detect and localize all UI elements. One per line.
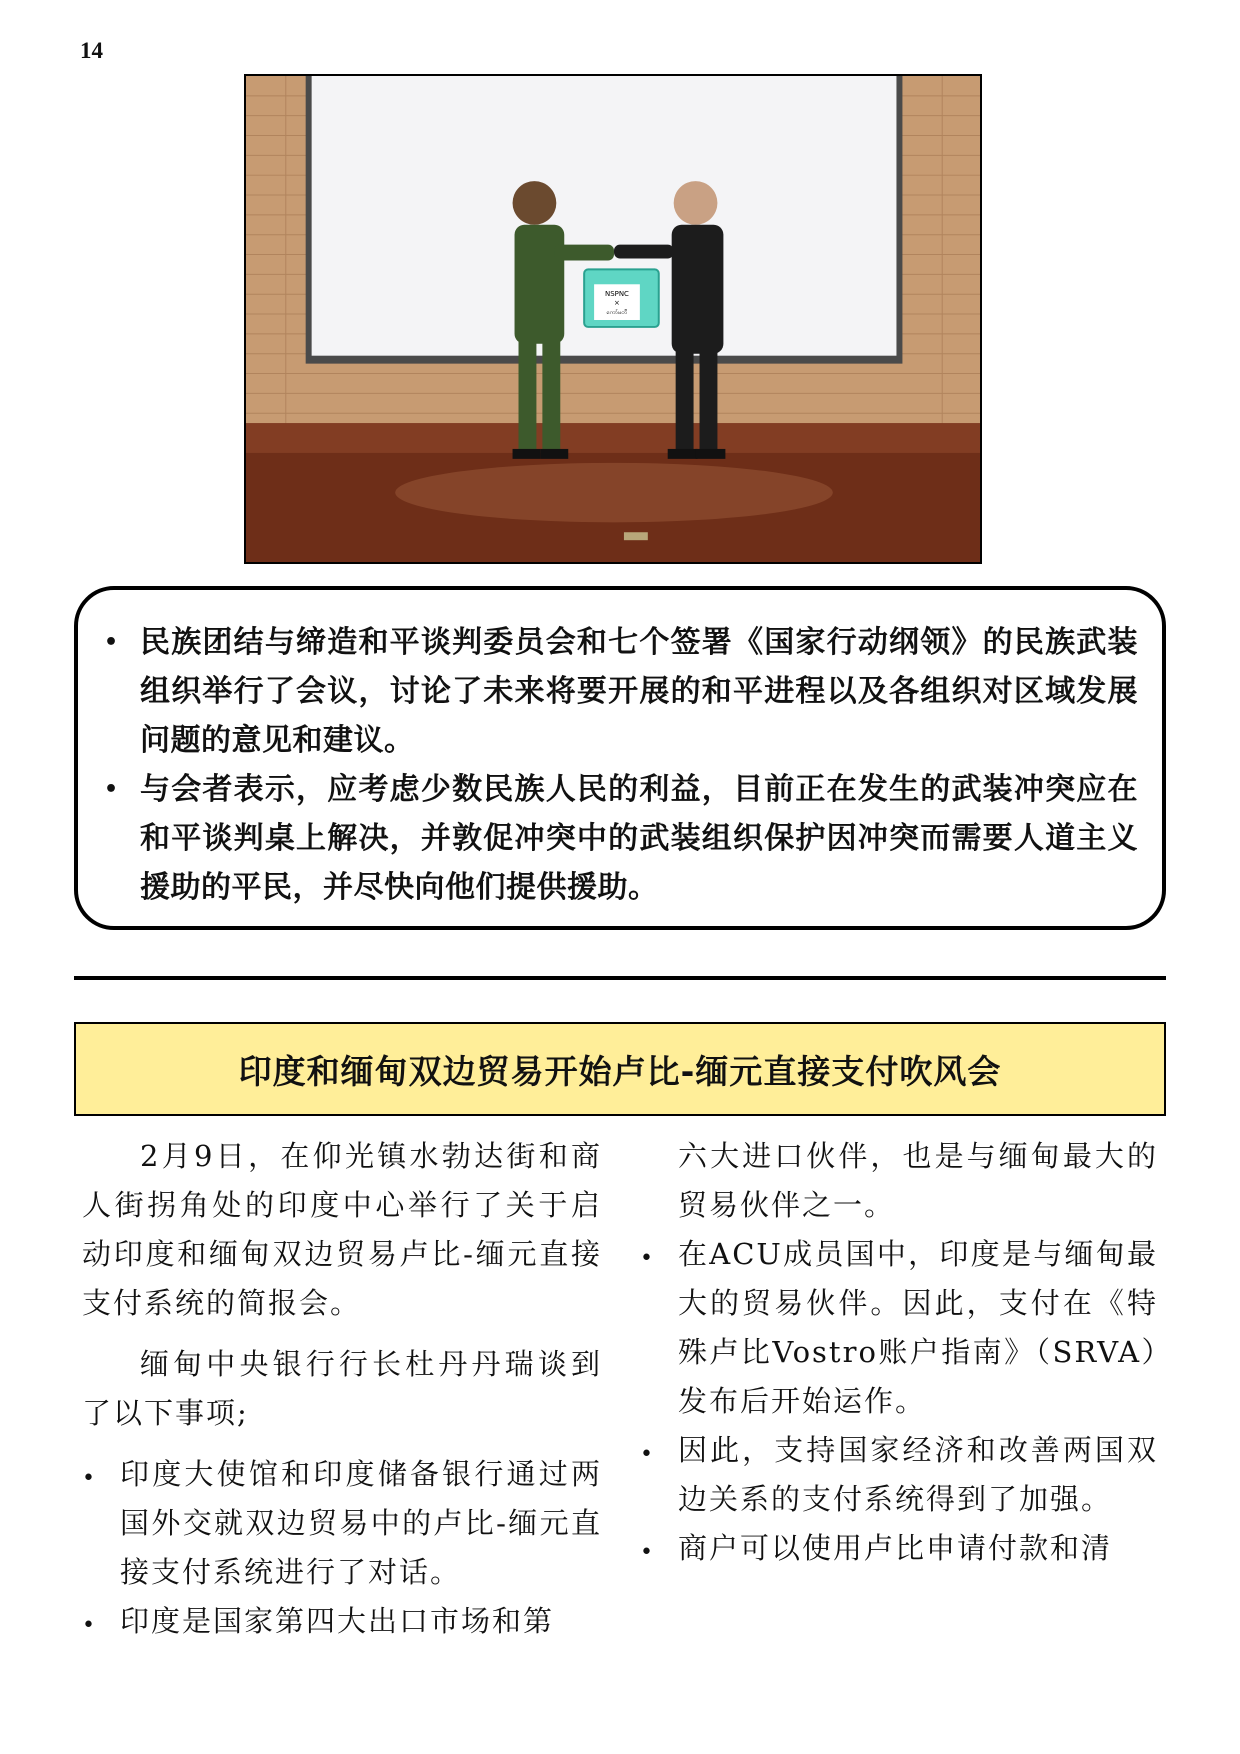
list-item — [640, 1230, 1158, 1426]
list-item-text: 印度是国家第四大出口市场和第 — [120, 1604, 555, 1638]
bullet-icon: • — [640, 1540, 655, 1565]
bullet-icon: • — [640, 1442, 655, 1467]
article-paragraph: 2月9日，在仰光镇水勃达街和商人街拐角处的印度中心举行了关于启动印度和缅甸双边贸易卢比-缅元直接支付系统的简报会。 — [82, 1139, 602, 1320]
summary-item-text: 民族团结与缔造和平谈判委员会和七个签署《国家行动纲领》的民族武装组织举行了会议，讨论了未来将要开展的和平进程以及各组织对区域发展问题的意见和建议。 — [140, 625, 1138, 758]
list-item-text: 因此，支持国家经济和改善两国双边关系的支付系统得到了加强。 — [678, 1433, 1158, 1516]
article-continuation: 六大进口伙伴，也是与缅甸最大的贸易伙伴之一。 — [678, 1139, 1158, 1222]
list-item — [82, 1597, 602, 1646]
photo-illustration — [246, 76, 980, 562]
bullet-icon: • — [82, 1466, 97, 1491]
event-photo — [244, 74, 982, 564]
bullet-icon: • — [104, 777, 119, 802]
svg-text:ကော်မတီ: ကော်မတီ — [606, 309, 628, 317]
svg-text:×: × — [614, 299, 620, 308]
ballot-box — [584, 269, 659, 327]
article-column-left — [82, 1132, 602, 1646]
article-bullet-list — [640, 1230, 1158, 1573]
article-headline: 印度和缅甸双边贸易开始卢比-缅元直接支付吹风会 — [238, 1051, 1002, 1091]
list-item — [82, 1450, 602, 1597]
list-item-text: 商户可以使用卢比申请付款和清 — [678, 1531, 1113, 1565]
bullet-icon: • — [104, 630, 119, 655]
article-bullet-list — [82, 1450, 602, 1646]
summary-box — [74, 586, 1166, 930]
article-paragraph: 缅甸中央银行行长杜丹丹瑞谈到了以下事项; — [82, 1347, 602, 1430]
summary-item-text: 与会者表示，应考虑少数民族人民的利益，目前正在发生的武装冲突应在和平谈判桌上解决，并敦促冲突中的武装组织保护因冲突而需要人道主义援助的平民，并尽快向他们提供援助。 — [140, 772, 1138, 905]
list-item — [640, 1524, 1158, 1573]
list-item — [640, 1426, 1158, 1524]
summary-item — [104, 618, 1138, 765]
list-item-text: 印度大使馆和印度储备银行通过两国外交就双边贸易中的卢比-缅元直接支付系统进行了对话。 — [120, 1457, 602, 1589]
list-item-text: 在ACU成员国中，印度是与缅甸最大的贸易伙伴。因此，支付在《特殊卢比Vostro账户指南》（SRVA）发布后开始运作。 — [678, 1237, 1158, 1418]
bullet-icon: • — [82, 1613, 97, 1638]
page-number: 14 — [80, 38, 103, 63]
headline-box — [74, 1022, 1166, 1116]
article-column-right — [640, 1132, 1158, 1573]
section-divider — [74, 976, 1166, 980]
summary-item — [104, 765, 1138, 912]
summary-list — [104, 618, 1138, 912]
bullet-icon: • — [640, 1246, 655, 1271]
svg-text:NSPNC: NSPNC — [605, 290, 629, 299]
